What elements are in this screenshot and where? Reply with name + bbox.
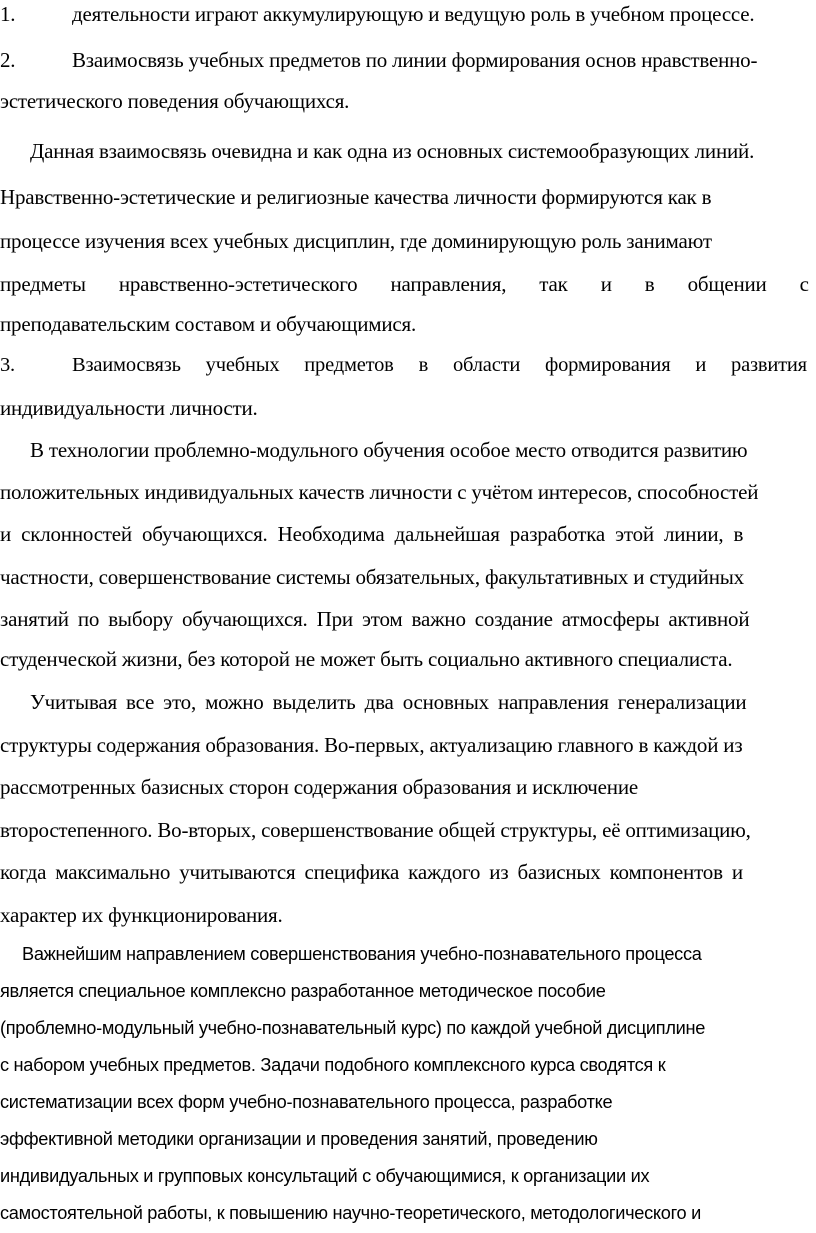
paragraph-line: Важнейшим направлением совершенствования учебно-познавательного процесса [22, 944, 702, 964]
paragraph-line: Нравственно-эстетические и религиозные качества личности формируются как в [0, 185, 712, 209]
paragraph-line: когда максимально учитываются специфика каждого из базисных компонентов и [0, 860, 743, 884]
paragraph-line: характер их функционирования. [0, 903, 283, 927]
list-item-number: 2. [0, 48, 16, 72]
paragraph-line: с набором учебных предметов. Задачи подобного комплексного курса сводятся к [0, 1055, 666, 1075]
list-item-text: деятельности играют аккумулирующую и ведущую роль в учебном процессе. [72, 2, 755, 26]
paragraph-line: структуры содержания образования. Во-первых, актуализацию главного в каждой из [0, 733, 743, 757]
list-item-number: 3. [0, 354, 15, 376]
list-item-2-continued: эстетического поведения обучающихся. [0, 89, 350, 113]
paragraph-line: рассмотренных базисных сторон содержания образования и исключение [0, 775, 638, 799]
paragraph-line: В технологии проблемно-модульного обучения особое место отводится развитию [30, 438, 748, 462]
paragraph-line: предметы нравственно-эстетического направления, так и в общении с [0, 272, 809, 296]
paragraph-line: эффективной методики организации и проведения занятий, проведению [0, 1129, 598, 1149]
paragraph-line: самостоятельной работы, к повышению научно-теоретического, методологического и [0, 1203, 701, 1223]
list-item-text: Взаимосвязь учебных предметов в области формирования и развития [72, 354, 807, 376]
paragraph-line: студенческой жизни, без которой не может быть социально активного специалиста. [0, 647, 733, 671]
paragraph-line: и склонностей обучающихся. Необходима дальнейшая разработка этой линии, в [0, 522, 744, 546]
paragraph-line: частности, совершенствование системы обязательных, факультативных и студийных [0, 565, 744, 589]
paragraph-line: Данная взаимосвязь очевидна и как одна из основных системообразующих линий. [30, 139, 755, 163]
paragraph-line: положительных индивидуальных качеств личности с учётом интересов, способностей [0, 480, 759, 504]
paragraph-line: занятий по выбору обучающихся. При этом важно создание атмосферы активной [0, 607, 750, 631]
paragraph-line: Учитывая все это, можно выделить два основных направления генерализации [30, 690, 747, 714]
paragraph-line: второстепенного. Во-вторых, совершенствование общей структуры, её оптимизацию, [0, 818, 751, 842]
list-item-number: 1. [0, 2, 16, 26]
list-item-text: Взаимосвязь учебных предметов по линии формирования основ нравственно- [72, 48, 758, 72]
paragraph-line: (проблемно-модульный учебно-познавательный курс) по каждой учебной дисциплине [0, 1018, 706, 1038]
paragraph-line: систематизации всех форм учебно-познавательного процесса, разработке [0, 1092, 613, 1112]
paragraph-line: является специальное комплексно разработанное методическое пособие [0, 981, 606, 1001]
paragraph-line: преподавательским составом и обучающимися. [0, 312, 417, 336]
paragraph-line: индивидуальных и групповых консультаций с обучающимися, к организации их [0, 1166, 650, 1186]
list-item-3-continued: индивидуальности личности. [0, 396, 258, 420]
paragraph-line: процессе изучения всех учебных дисциплин, где доминирующую роль занимают [0, 229, 712, 253]
